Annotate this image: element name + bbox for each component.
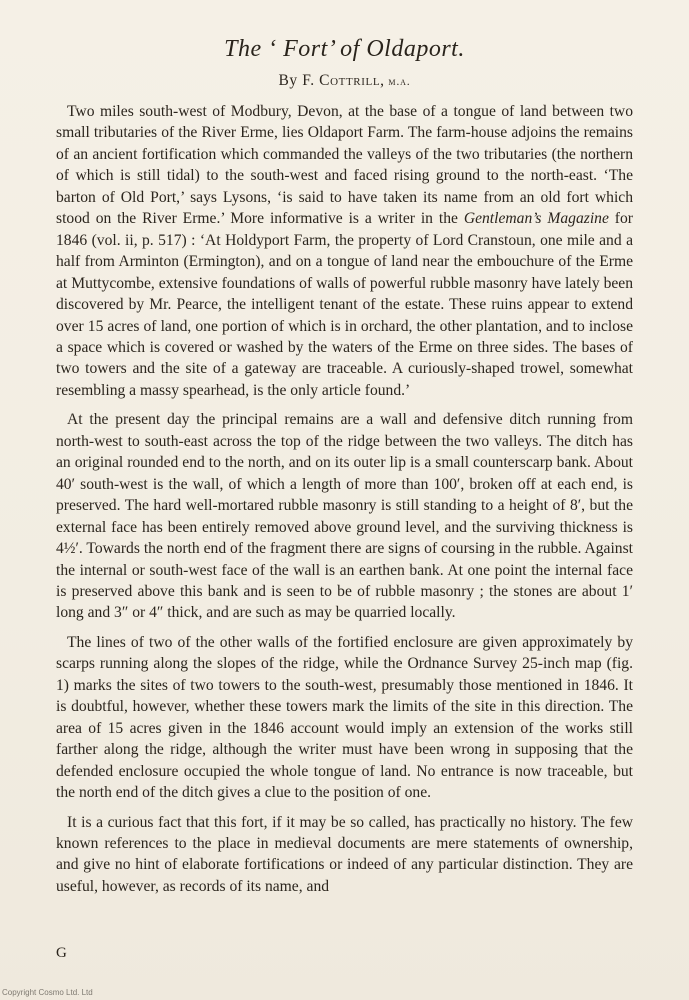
paragraph-3: The lines of two of the other walls of the fortified enclosure are given approximately by scarps running along the slopes of the ridge, while the Ordnance Survey 25-inch map (fig. 1) marks the sites of two towers to the south-west, presumably those mentioned in 1846. It is doubtful, however, whether these towers mark the limits of the site in this direction. The area of 15 acres given in the 1846 account would imply an extension of the works still farther along the ridge, although the writer must have been wrong in supposing that the defended enclosure occupied the whole tongue of land. No entrance is now traceable, but the north end of the ditch gives a clue to the position of one.: [56, 633, 633, 802]
paragraph-4: It is a curious fact that this fort, if it may be so called, has practically no history. The few known references to the place in medieval documents are mere statements of ownership, and give no hint of elaborate fortifications or indeed of any particular distinction. They are useful, however, as records of its name, and: [56, 813, 633, 895]
paragraph-1: Two miles south-west of Modbury, Devon, at the base of a tongue of land between two small tributaries of the River Erme, lies Oldaport Farm. The farm-house adjoins the remains of an ancient fortification which commanded the valleys of the two tributaries (the northern of which is still tidal) to the south-west and faced rising ground to the north-east. ‘The barton of Old Port,’ says Lysons, ‘is said to have taken its name from an old fort which stood on the River Erme.’ More informative is a writer in the Gentleman’s Magazine for 1846 (vol. ii, p. 517) : ‘At Holdyport Farm, the property of Lord Cranstoun, one mile and a half from Arminton (Ermington), and on a tongue of land near the embouchure of the Erme at Muttycombe, extensive foundations of walls of powerful rubble masonry have lately been discovered by Mr. Pearce, the intelligent tenant of the estate. These ruins appear to extend over 15 acres of land, one portion of which is in orchard, the other plantation, and to inclose a space which is covered or washed by the waters of the Erme on three sides. The bases of two towers and the site of a gateway are traceable. A curiously-shaped trowel, somewhat resembling a massy spearhead, is the only article found.’: [56, 103, 633, 399]
author-degree: m.a.: [384, 74, 411, 88]
signature-mark: G: [56, 945, 67, 961]
magazine-title: Gentleman’s Magazine: [463, 210, 609, 228]
paragraph-2: At the present day the principal remains are a wall and defensive ditch running from north-west to south-east across the top of the ridge between the two valleys. The ditch has an original rounded end to the north, and on its outer lip is a small counterscarp bank. About 40′ south-west is the wall, of which a length of more than 100′, broken off at each end, is preserved. The hard well-mortared rubble masonry is still standing to a height of 8′, but the external face has been entirely removed above ground level, and the surviving thickness is 4½′. Towards the north end of the fragment there are signs of coursing in the rubble. Against the internal or south-west face of the wall is an earthen bank. At one point the internal face is preserved above this bank and is seen to be of rubble masonry ; the stones are about 1′ long and 3″ or 4″ thick, and are such as may be quarried locally.: [56, 411, 633, 622]
byline-prefix: By: [278, 72, 303, 89]
copyright-watermark: Copyright Cosmo Ltd. Ltd: [2, 988, 93, 997]
article-body: [56, 101, 633, 905]
article-byline: [0, 72, 689, 90]
article-title: The ‘ Fort’ of Oldaport.: [224, 36, 465, 62]
author-name: F. Cottrill,: [302, 72, 385, 89]
